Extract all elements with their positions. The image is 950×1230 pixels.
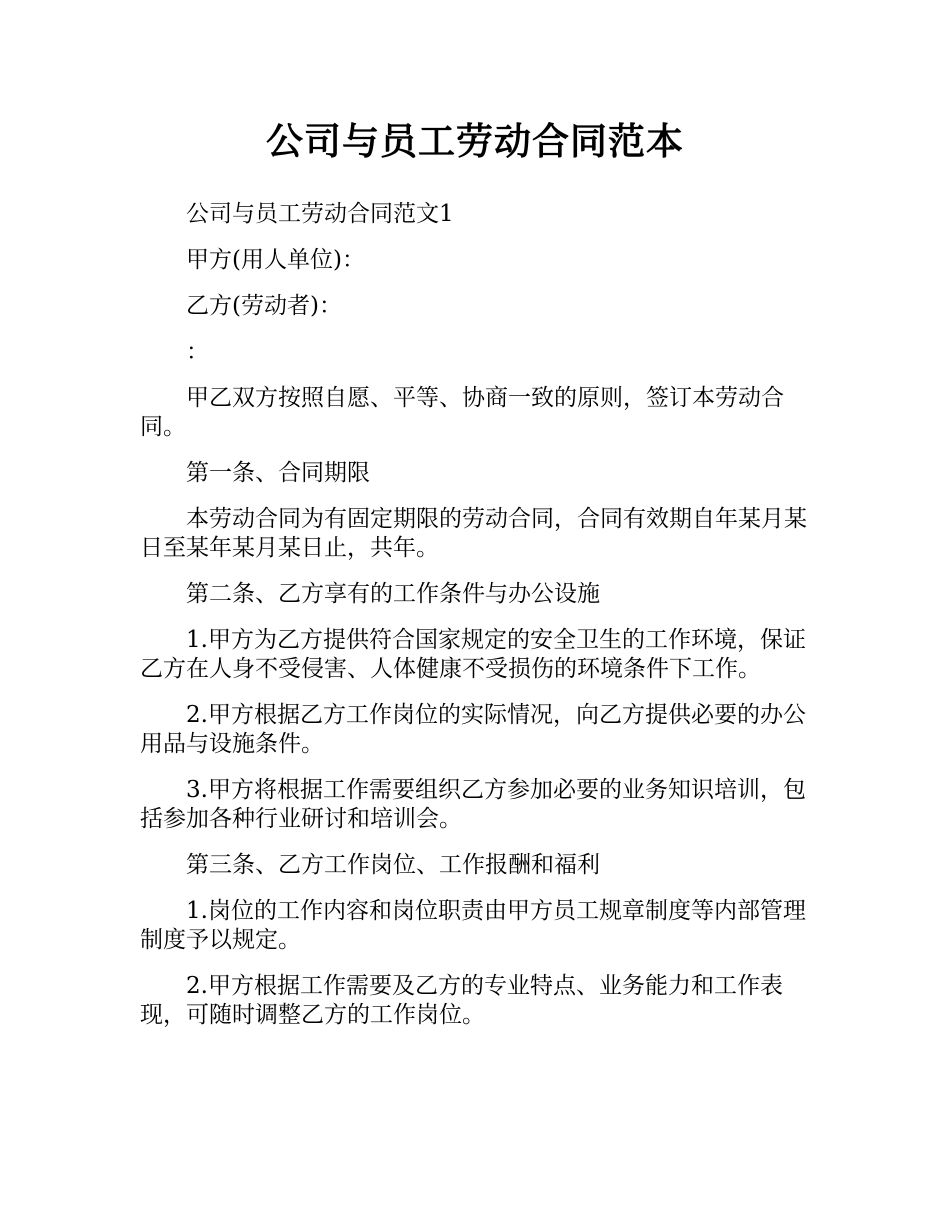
article-2-item-1: 1.甲方为乙方提供符合国家规定的安全卫生的工作环境，保证乙方在人身不受侵害、人体健康不受损伤的环境条件下工作。	[140, 627, 806, 682]
article-1-heading: 第一条、合同期限	[186, 460, 370, 486]
article-3-item-2: 2.甲方根据工作需要及乙方的专业特点、业务能力和工作表现，可随时调整乙方的工作岗位。	[140, 973, 783, 1028]
document-body	[140, 200, 812, 1047]
article-3-heading: 第三条、乙方工作岗位、工作报酬和福利	[186, 852, 600, 878]
party-b-line: 乙方(劳动者)：	[186, 293, 342, 319]
blank-colon-line: ：	[186, 339, 209, 365]
preamble-paragraph: 甲乙双方按照自愿、平等、协商一致的原则，签订本劳动合同。	[140, 385, 784, 440]
article-2-item-2: 2.甲方根据乙方工作岗位的实际情况，向乙方提供必要的办公用品与设施条件。	[140, 702, 806, 757]
article-2-item-3: 3.甲方将根据工作需要组织乙方参加必要的业务知识培训，包括参加各种行业研讨和培训会。	[140, 777, 806, 832]
article-1-paragraph: 本劳动合同为有固定期限的劳动合同，合同有效期自年某月某日至某年某月某日止，共年。	[140, 506, 807, 561]
heading-sample-1: 公司与员工劳动合同范文1	[186, 201, 454, 227]
party-a-line: 甲方(用人单位)：	[186, 247, 365, 273]
article-3-item-1: 1.岗位的工作内容和岗位职责由甲方员工规章制度等内部管理制度予以规定。	[140, 898, 806, 953]
document-title: 公司与员工劳动合同范本	[266, 120, 684, 163]
article-2-heading: 第二条、乙方享有的工作条件与办公设施	[186, 581, 600, 607]
